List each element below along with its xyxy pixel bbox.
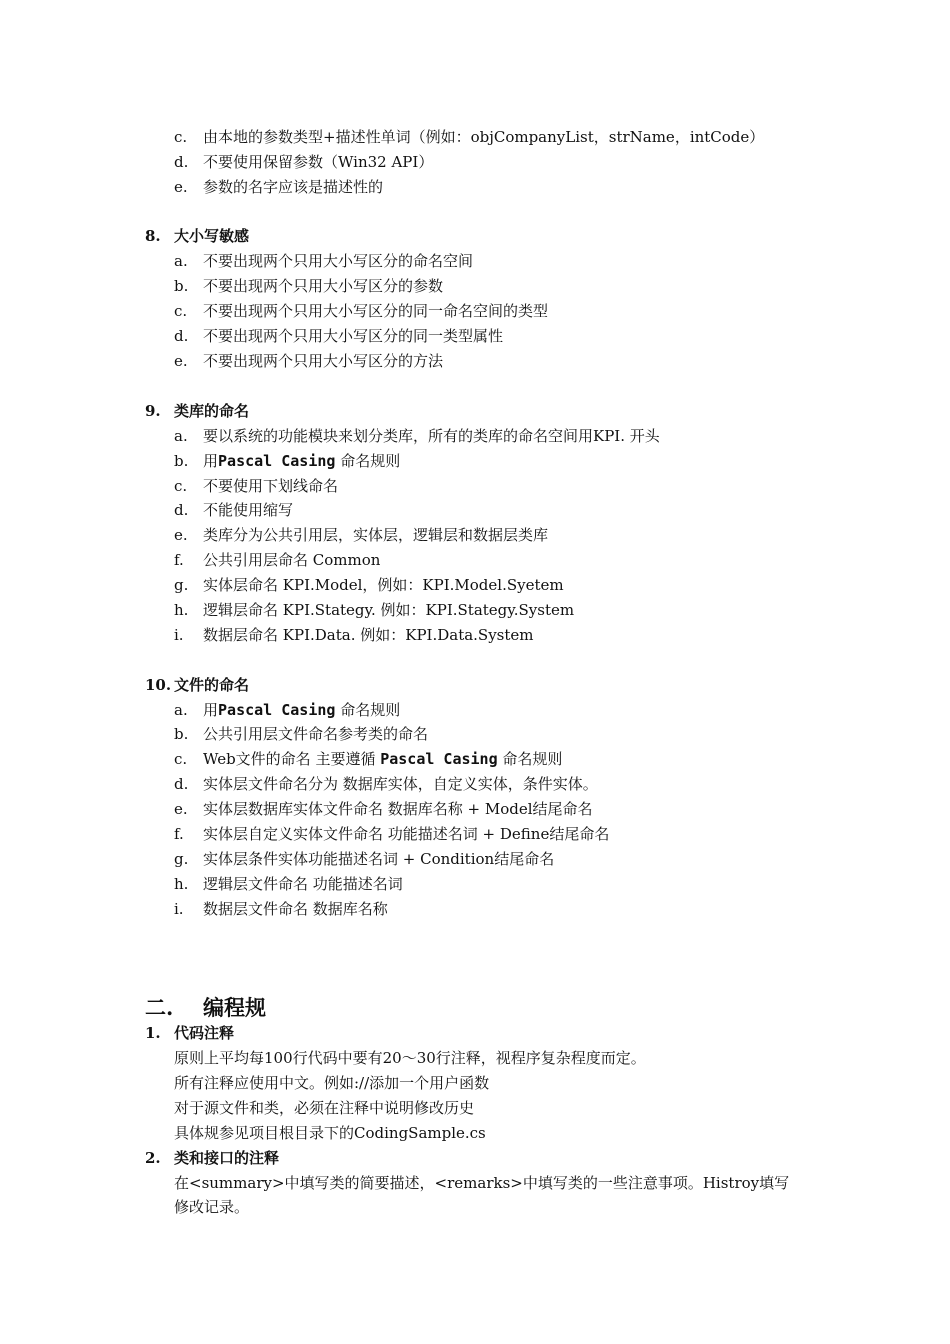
section-heading-8: 8. 大小写敏感 [145,227,250,245]
list-item: b. 公共引用层文件命名参考类的命名 [174,725,429,743]
list-item: c. 由本地的参数类型+描述性单词（例如：objCompanyList，strName，intCode） [174,128,765,146]
list-item: c. 不要使用下划线命名 [174,477,339,495]
list-item: e. 类库分为公共引用层，实体层，逻辑层和数据层类库 [174,526,549,544]
list-item: f. 公共引用层命名 Common [174,551,381,569]
chapter-heading: 二. 编程规 [145,995,266,1020]
subsection-heading-1: 1. 代码注释 [145,1024,235,1042]
list-item: d. 实体层文件命名分为 数据库实体，自定义实体，条件实体。 [174,775,598,793]
paragraph-line: 所有注释应使用中文。例如://添加一个用户函数 [174,1074,490,1092]
list-item: d. 不要使用保留参数（Win32 API） [174,153,434,171]
list-item: b. 用Pascal Casing 命名规则 [174,452,401,470]
list-item: g. 实体层命名 KPI.Model，例如：KPI.Model.Syetem [174,576,564,594]
list-item: a. 要以系统的功能模块来划分类库，所有的类库的命名空间用KPI. 开头 [174,427,660,445]
section-heading-10: 10. 文件的命名 [145,676,250,694]
paragraph-line: 原则上平均每100行代码中要有20～30行注释，视程序复杂程度而定。 [174,1049,646,1067]
list-item: i. 数据层文件命名 数据库名称 [174,900,388,918]
paragraph-line: 修改记录。 [174,1198,250,1216]
list-item: g. 实体层条件实体功能描述名词 + Condition结尾命名 [174,850,555,868]
list-item: d. 不能使用缩写 [174,501,294,519]
list-item: h. 逻辑层命名 KPI.Stategy. 例如：KPI.Stategy.System [174,601,575,619]
list-item: a. 用Pascal Casing 命名规则 [174,701,401,719]
paragraph-line: 在<summary>中填写类的简要描述，<remarks>中填写类的一些注意事项。Histroy填写 [174,1174,790,1192]
list-item: c. 不要出现两个只用大小写区分的同一命名空间的类型 [174,302,549,320]
list-item: b. 不要出现两个只用大小写区分的参数 [174,277,444,295]
list-item: f. 实体层自定义实体文件命名 功能描述名词 + Define结尾命名 [174,825,610,843]
paragraph-line: 对于源文件和类，必须在注释中说明修改历史 [174,1099,475,1117]
section-heading-9: 9. 类库的命名 [145,402,250,420]
subsection-heading-2: 2. 类和接口的注释 [145,1149,280,1167]
list-item: a. 不要出现两个只用大小写区分的命名空间 [174,252,474,270]
paragraph-line: 具体规参见项目根目录下的CodingSample.cs [174,1124,486,1142]
list-item: h. 逻辑层文件命名 功能描述名词 [174,875,403,893]
list-item: e. 实体层数据库实体文件命名 数据库名称 + Model结尾命名 [174,800,593,818]
list-item: i. 数据层命名 KPI.Data. 例如：KPI.Data.System [174,626,534,644]
list-item: c. Web文件的命名 主要遵循 Pascal Casing 命名规则 [174,750,563,768]
list-item: d. 不要出现两个只用大小写区分的同一类型属性 [174,327,504,345]
list-item: e. 不要出现两个只用大小写区分的方法 [174,352,444,370]
list-item: e. 参数的名字应该是描述性的 [174,178,384,196]
